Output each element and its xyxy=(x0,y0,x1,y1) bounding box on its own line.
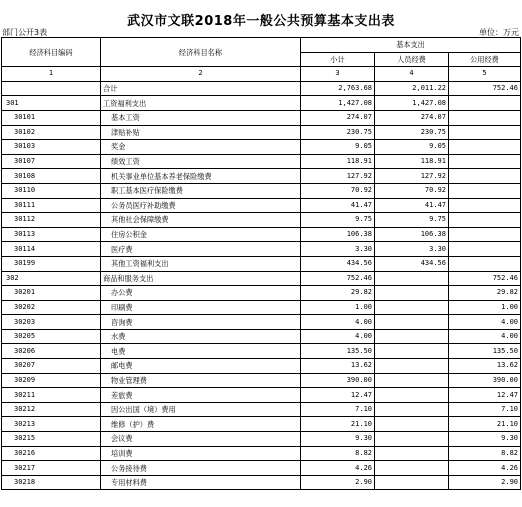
department-label: 部门公开3表 xyxy=(2,28,48,37)
row-public: 752.46 xyxy=(449,81,521,96)
row-code: 30207 xyxy=(2,359,101,374)
header-subtotal: 小计 xyxy=(301,52,375,67)
row-subtotal: 9.30 xyxy=(301,432,375,447)
row-code: 30217 xyxy=(2,461,101,476)
row-public xyxy=(449,96,521,111)
row-personnel xyxy=(375,388,449,403)
table-row xyxy=(2,110,521,125)
row-subtotal: 4.00 xyxy=(301,329,375,344)
row-code: 30216 xyxy=(2,446,101,461)
row-name: 机关事业单位基本养老保险缴费 xyxy=(101,169,301,184)
row-personnel xyxy=(375,329,449,344)
row-public xyxy=(449,125,521,140)
row-public xyxy=(449,198,521,213)
row-public xyxy=(449,256,521,271)
row-name: 合计 xyxy=(101,81,301,96)
row-personnel xyxy=(375,315,449,330)
row-public xyxy=(449,154,521,169)
row-public: 1.00 xyxy=(449,300,521,315)
row-personnel xyxy=(375,461,449,476)
row-subtotal: 8.82 xyxy=(301,446,375,461)
row-code: 30201 xyxy=(2,286,101,301)
row-name: 办公费 xyxy=(101,286,301,301)
row-code: 30107 xyxy=(2,154,101,169)
row-name: 奖金 xyxy=(101,140,301,155)
row-name: 其他社会保障缴费 xyxy=(101,213,301,228)
row-personnel xyxy=(375,286,449,301)
index-cell: 4 xyxy=(375,67,449,82)
index-cell: 2 xyxy=(101,67,301,82)
row-code: 30102 xyxy=(2,125,101,140)
row-subtotal: 752.46 xyxy=(301,271,375,286)
row-public xyxy=(449,169,521,184)
row-subtotal: 3.30 xyxy=(301,242,375,257)
row-personnel xyxy=(375,271,449,286)
row-subtotal: 7.10 xyxy=(301,402,375,417)
row-name: 水费 xyxy=(101,329,301,344)
row-code: 30101 xyxy=(2,110,101,125)
row-public: 4.00 xyxy=(449,329,521,344)
row-code: 30110 xyxy=(2,183,101,198)
row-personnel xyxy=(375,373,449,388)
row-code: 30209 xyxy=(2,373,101,388)
row-code: 30212 xyxy=(2,402,101,417)
row-subtotal: 2,763.68 xyxy=(301,81,375,96)
row-name: 基本工资 xyxy=(101,110,301,125)
table-row xyxy=(2,81,521,96)
table-row xyxy=(2,329,521,344)
row-code: 30108 xyxy=(2,169,101,184)
row-public xyxy=(449,242,521,257)
row-subtotal: 118.91 xyxy=(301,154,375,169)
row-subtotal: 13.62 xyxy=(301,359,375,374)
row-code: 301 xyxy=(2,96,101,111)
row-personnel xyxy=(375,402,449,417)
table-row xyxy=(2,198,521,213)
row-personnel xyxy=(375,446,449,461)
row-code: 30202 xyxy=(2,300,101,315)
header-personnel: 人员经费 xyxy=(375,52,449,67)
row-code: 30103 xyxy=(2,140,101,155)
table-row xyxy=(2,373,521,388)
row-public: 21.10 xyxy=(449,417,521,432)
row-subtotal: 70.92 xyxy=(301,183,375,198)
row-code: 30111 xyxy=(2,198,101,213)
row-public: 2.90 xyxy=(449,475,521,490)
row-name: 公务员医疗补助缴费 xyxy=(101,198,301,213)
row-subtotal: 4.26 xyxy=(301,461,375,476)
row-subtotal: 434.56 xyxy=(301,256,375,271)
row-code: 302 xyxy=(2,271,101,286)
row-subtotal: 390.00 xyxy=(301,373,375,388)
row-personnel: 106.38 xyxy=(375,227,449,242)
row-subtotal: 21.10 xyxy=(301,417,375,432)
row-public xyxy=(449,110,521,125)
table-row xyxy=(2,256,521,271)
row-personnel xyxy=(375,300,449,315)
row-name: 电费 xyxy=(101,344,301,359)
row-public: 12.47 xyxy=(449,388,521,403)
row-subtotal: 41.47 xyxy=(301,198,375,213)
row-name: 培训费 xyxy=(101,446,301,461)
unit-label: 单位：万元 xyxy=(479,28,519,37)
row-code: 30199 xyxy=(2,256,101,271)
row-name: 会议费 xyxy=(101,432,301,447)
table-row xyxy=(2,227,521,242)
row-subtotal: 230.75 xyxy=(301,125,375,140)
row-code: 30203 xyxy=(2,315,101,330)
row-public xyxy=(449,140,521,155)
index-cell: 1 xyxy=(2,67,101,82)
row-personnel: 41.47 xyxy=(375,198,449,213)
row-name: 医疗费 xyxy=(101,242,301,257)
row-public: 4.00 xyxy=(449,315,521,330)
row-code: 30112 xyxy=(2,213,101,228)
row-name: 职工基本医疗保险缴费 xyxy=(101,183,301,198)
row-personnel: 9.05 xyxy=(375,140,449,155)
table-row xyxy=(2,315,521,330)
row-subtotal: 1,427.08 xyxy=(301,96,375,111)
table-row xyxy=(2,242,521,257)
expenditure-table xyxy=(1,37,521,490)
table-row xyxy=(2,344,521,359)
table-row xyxy=(2,446,521,461)
row-name: 工资福利支出 xyxy=(101,96,301,111)
row-personnel xyxy=(375,344,449,359)
row-personnel: 2,011.22 xyxy=(375,81,449,96)
row-subtotal: 135.50 xyxy=(301,344,375,359)
table-row xyxy=(2,96,521,111)
row-subtotal: 4.00 xyxy=(301,315,375,330)
row-name: 专用材料费 xyxy=(101,475,301,490)
index-cell: 3 xyxy=(301,67,375,82)
page-title: 武汉市文联2018年一般公共预算基本支出表 xyxy=(127,14,395,29)
row-personnel: 9.75 xyxy=(375,213,449,228)
row-code: 30215 xyxy=(2,432,101,447)
row-public: 13.62 xyxy=(449,359,521,374)
table-row xyxy=(2,154,521,169)
table-row xyxy=(2,475,521,490)
row-name: 邮电费 xyxy=(101,359,301,374)
row-public xyxy=(449,183,521,198)
row-code: 30205 xyxy=(2,329,101,344)
row-public: 7.10 xyxy=(449,402,521,417)
header-name: 经济科目名称 xyxy=(101,38,301,67)
row-code xyxy=(2,81,101,96)
row-name: 咨询费 xyxy=(101,315,301,330)
row-personnel: 230.75 xyxy=(375,125,449,140)
row-personnel: 70.92 xyxy=(375,183,449,198)
row-subtotal: 9.05 xyxy=(301,140,375,155)
row-subtotal: 274.07 xyxy=(301,110,375,125)
row-name: 印刷费 xyxy=(101,300,301,315)
row-name: 津贴补贴 xyxy=(101,125,301,140)
table-row xyxy=(2,402,521,417)
row-code: 30218 xyxy=(2,475,101,490)
row-code: 30113 xyxy=(2,227,101,242)
row-public: 752.46 xyxy=(449,271,521,286)
row-public: 29.82 xyxy=(449,286,521,301)
header-code: 经济科目编码 xyxy=(2,38,101,67)
table-row xyxy=(2,125,521,140)
table-body xyxy=(2,81,521,490)
index-cell: 5 xyxy=(449,67,521,82)
table-row xyxy=(2,300,521,315)
row-subtotal: 12.47 xyxy=(301,388,375,403)
table-row xyxy=(2,169,521,184)
row-personnel: 434.56 xyxy=(375,256,449,271)
row-public: 135.50 xyxy=(449,344,521,359)
row-personnel: 274.07 xyxy=(375,110,449,125)
table-row xyxy=(2,461,521,476)
row-name: 绩效工资 xyxy=(101,154,301,169)
row-name: 公务接待费 xyxy=(101,461,301,476)
row-name: 维修（护）费 xyxy=(101,417,301,432)
row-public: 8.82 xyxy=(449,446,521,461)
row-personnel: 118.91 xyxy=(375,154,449,169)
row-name: 商品和服务支出 xyxy=(101,271,301,286)
row-public: 390.00 xyxy=(449,373,521,388)
row-code: 30211 xyxy=(2,388,101,403)
row-public: 9.30 xyxy=(449,432,521,447)
row-personnel xyxy=(375,359,449,374)
row-name: 差旅费 xyxy=(101,388,301,403)
row-personnel: 1,427.08 xyxy=(375,96,449,111)
row-subtotal: 9.75 xyxy=(301,213,375,228)
table-row xyxy=(2,417,521,432)
row-subtotal: 2.90 xyxy=(301,475,375,490)
row-code: 30213 xyxy=(2,417,101,432)
row-personnel: 3.30 xyxy=(375,242,449,257)
table-row xyxy=(2,432,521,447)
header-basic-expenditure: 基本支出 xyxy=(301,38,521,53)
table-row xyxy=(2,213,521,228)
row-name: 其他工资福利支出 xyxy=(101,256,301,271)
table-row xyxy=(2,183,521,198)
row-name: 住房公积金 xyxy=(101,227,301,242)
row-personnel xyxy=(375,432,449,447)
table-row xyxy=(2,286,521,301)
row-code: 30114 xyxy=(2,242,101,257)
row-public: 4.26 xyxy=(449,461,521,476)
row-name: 物业管理费 xyxy=(101,373,301,388)
row-personnel: 127.92 xyxy=(375,169,449,184)
row-subtotal: 29.82 xyxy=(301,286,375,301)
index-row xyxy=(2,67,521,82)
row-personnel xyxy=(375,417,449,432)
table-row xyxy=(2,140,521,155)
row-public xyxy=(449,213,521,228)
row-public xyxy=(449,227,521,242)
table-row xyxy=(2,388,521,403)
table-row xyxy=(2,271,521,286)
row-subtotal: 127.92 xyxy=(301,169,375,184)
row-code: 30206 xyxy=(2,344,101,359)
table-row xyxy=(2,359,521,374)
row-personnel xyxy=(375,475,449,490)
header-public: 公用经费 xyxy=(449,52,521,67)
row-subtotal: 1.00 xyxy=(301,300,375,315)
row-name: 因公出国（境）费用 xyxy=(101,402,301,417)
row-subtotal: 106.38 xyxy=(301,227,375,242)
